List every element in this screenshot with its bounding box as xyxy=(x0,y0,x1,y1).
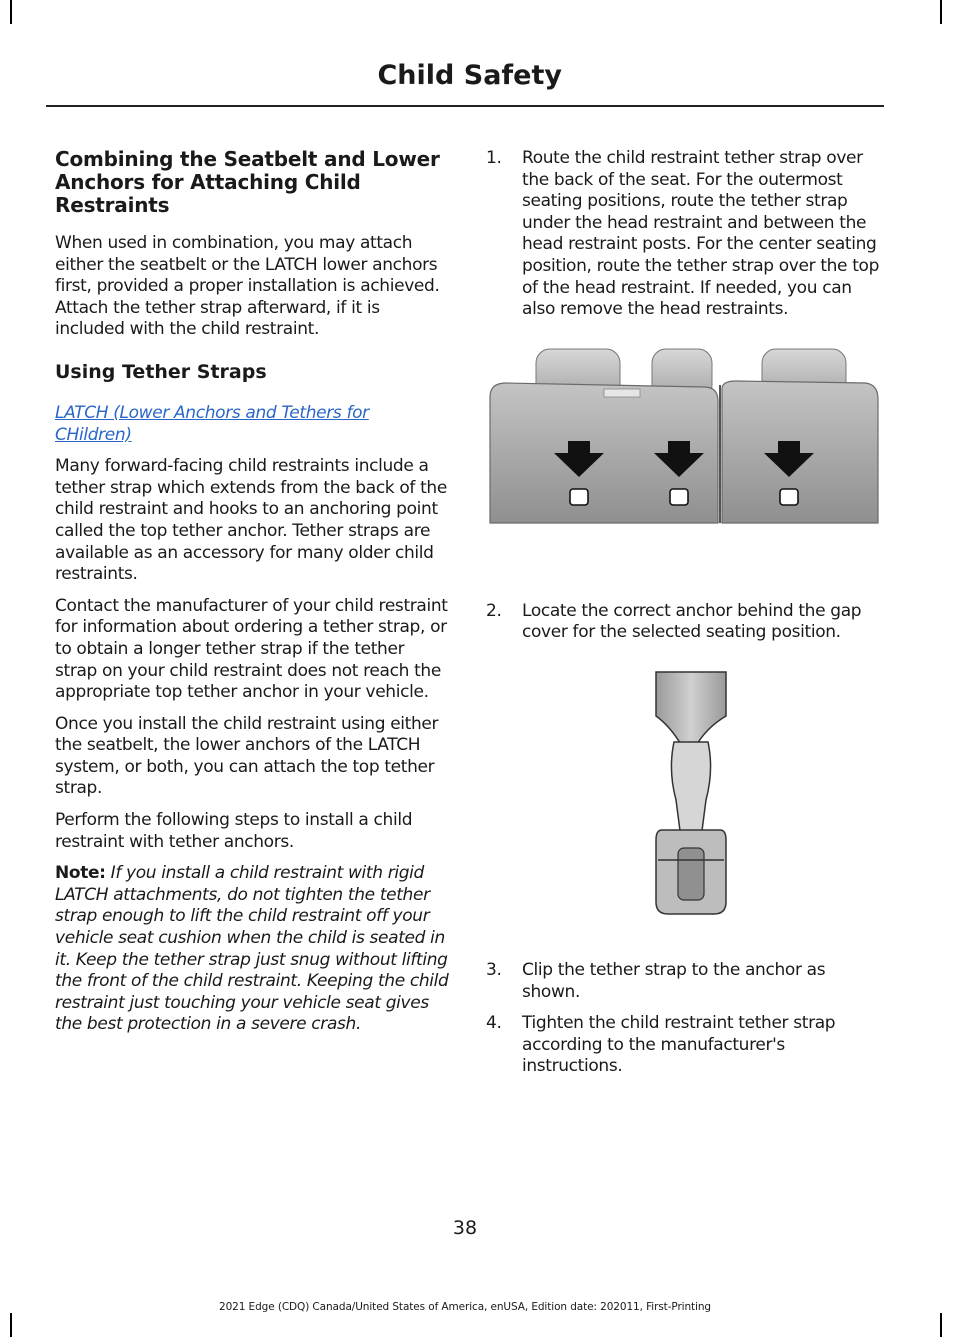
step-text: Route the child restraint tether strap over the back of the seat. For the outermost seating positions, route the tether strap under the head restraint and between the head restraint posts. For the center seating position, route the tether strap over the top of the head restraint. If needed, you can also remove the head restraints. xyxy=(522,148,880,320)
latch-link[interactable]: LATCH (Lower Anchors and Tethers for CHildren) xyxy=(55,402,369,445)
crop-mark xyxy=(10,0,12,24)
step-text: Clip the tether strap to the anchor as shown. xyxy=(522,959,826,1002)
paragraph: Once you install the child restraint using either the seatbelt, the lower anchors of the LATCH system, or both, you can attach the top tether strap. xyxy=(55,713,439,799)
crop-mark xyxy=(10,1313,12,1337)
step-number: 2. xyxy=(486,600,502,621)
step-number: 1. xyxy=(486,148,502,168)
note xyxy=(55,863,450,1036)
step-item xyxy=(486,601,886,644)
step-number: 3. xyxy=(486,959,502,980)
step-item xyxy=(486,960,886,1003)
step-text: Tighten the child restraint tether strap according to the manufacturer's instructions. xyxy=(522,1013,836,1077)
paragraph: Many forward-facing child restraints include a tether strap which extends from the back of the child restraint and hooks to an anchoring point called the top tether anchor. Tether straps are available as an accessory for many older child restraints. xyxy=(55,456,447,585)
step-item xyxy=(486,1013,886,1078)
header-divider xyxy=(46,105,884,107)
step-number: 4. xyxy=(486,1013,502,1034)
crop-mark xyxy=(940,0,942,24)
step-text: Locate the correct anchor behind the gap cover for the selected seating position. xyxy=(522,600,862,643)
step-item xyxy=(486,148,886,321)
footer-edition: 2021 Edge (CDQ) Canada/United States of America, enUSA, Edition date: 202011, First-Printing xyxy=(219,1301,711,1313)
note-label: Note: xyxy=(55,863,106,884)
crop-mark xyxy=(940,1313,942,1337)
left-column xyxy=(55,148,450,1046)
note-text: If you install a child restraint with rigid LATCH attachments, do not tighten the tether strap enough to lift the child restraint off your vehicle seat cushion when the child is seated in it. Keep the tether strap just snug without lifting the front of the child restraint. Keeping the child restraint just touching your vehicle seat gives the best protection in a severe crash. xyxy=(55,863,449,1035)
paragraph: When used in combination, you may attach either the seatbelt or the LATCH lower anchors first, provided a proper installation is achieved. Attach the tether strap afterward, if it is included with the child restraint. xyxy=(55,233,440,340)
paragraph: Contact the manufacturer of your child restraint for information about ordering a tether strap, or to obtain a longer tether strap if the tether strap on your child restraint does not reach the appropriate top tether anchor in your vehicle. xyxy=(55,595,448,703)
heading-combining: Combining the Seatbelt and Lower Anchors for Attaching Child Restraints xyxy=(55,147,440,217)
rear-seat-anchor-illustration xyxy=(486,345,880,525)
tether-anchor-illustration xyxy=(644,670,744,920)
paragraph: Perform the following steps to install a child restraint with tether anchors. xyxy=(55,810,413,852)
page-number: 38 xyxy=(452,1217,478,1239)
heading-tether-straps: Using Tether Straps xyxy=(55,360,267,383)
section-title: Child Safety xyxy=(377,60,562,91)
right-column xyxy=(486,148,886,1088)
